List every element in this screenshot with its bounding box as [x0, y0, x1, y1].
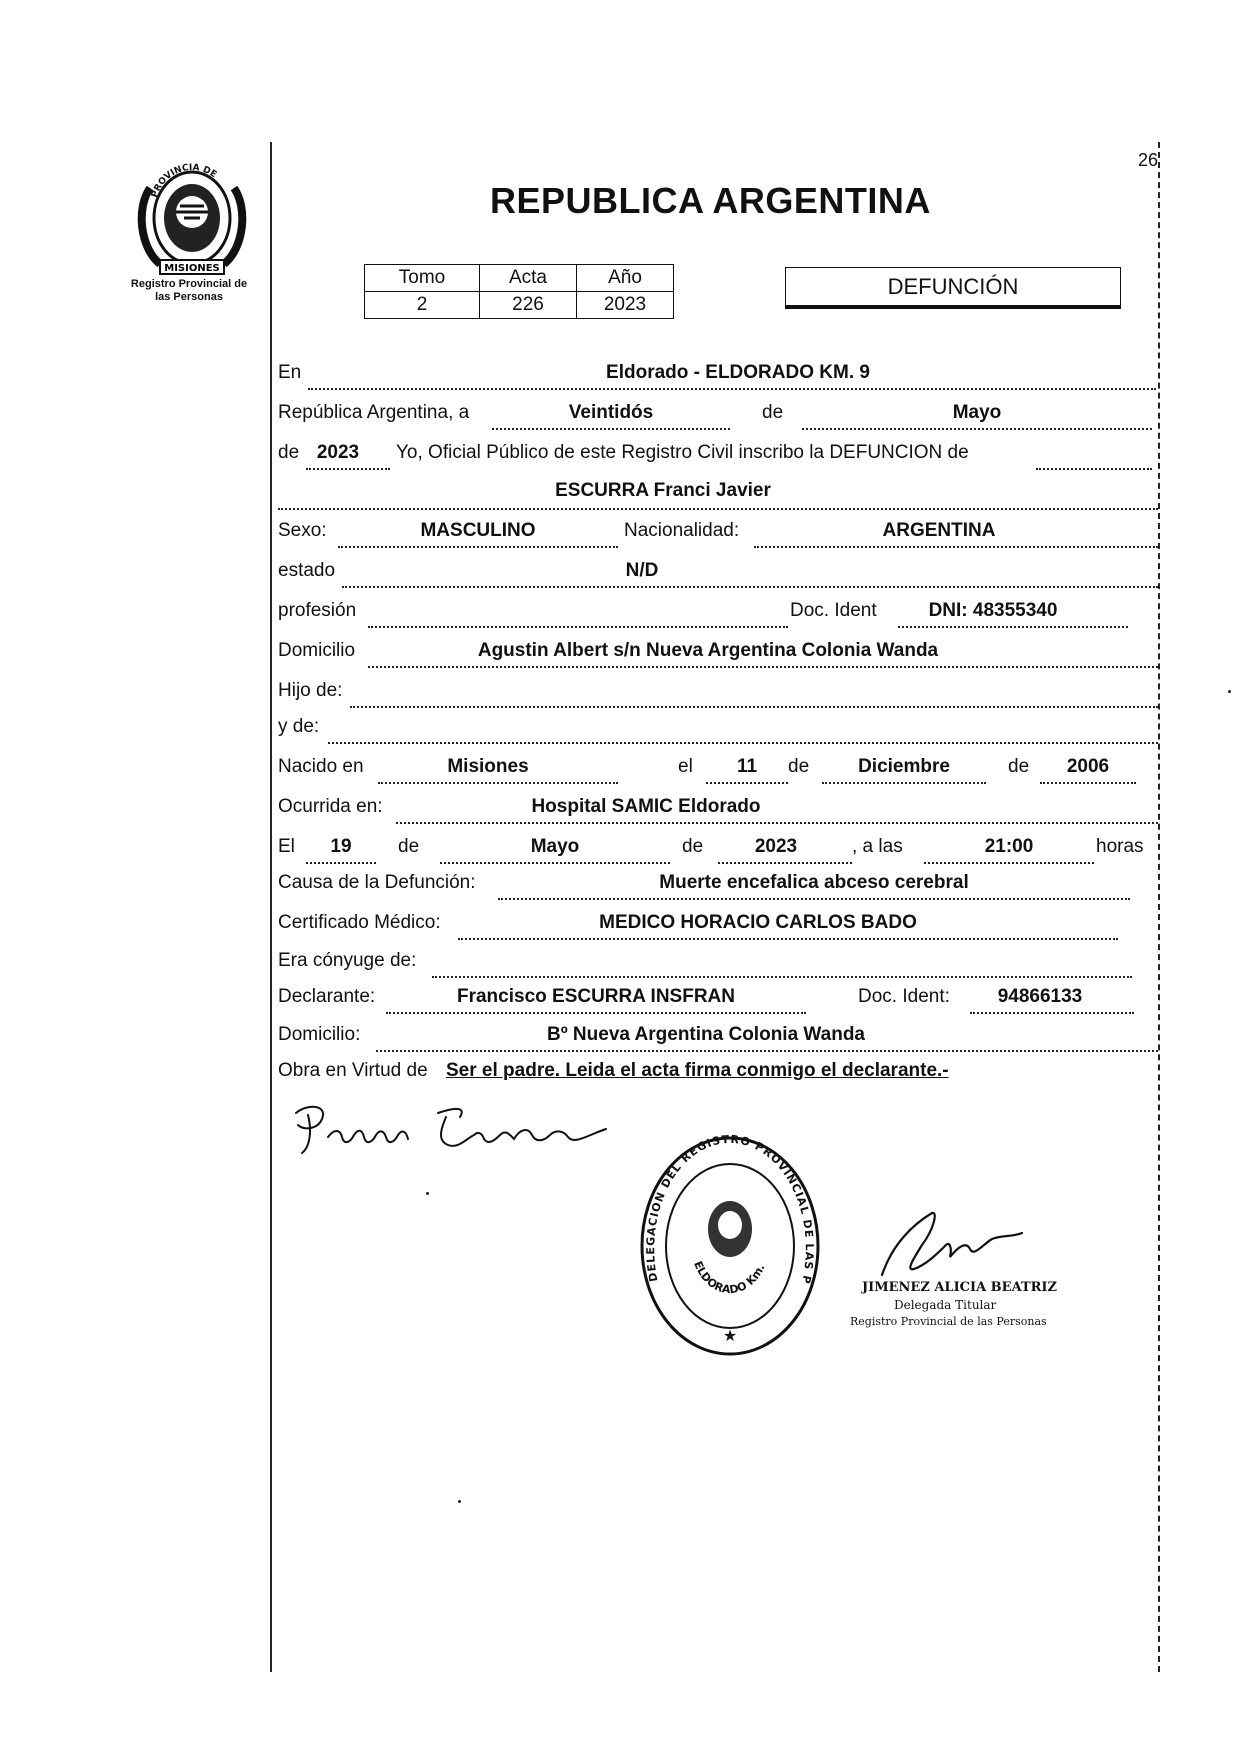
row-deceased-name [278, 480, 1158, 510]
nacido-en-value: Misiones [447, 756, 529, 777]
row-causa: Causa de la Defunción: Muerte encefalica abceso cerebral [278, 872, 1158, 902]
provincial-coat-of-arms-icon [126, 148, 258, 286]
logo-caption: Registro Provincial de las Personas [130, 278, 248, 303]
seal-text-top: PROVINCIA DE [150, 162, 219, 199]
row-death-date: El 19 de Mayo de 2023 , a las 21:00 horas [278, 836, 1158, 866]
day-words-value: Veintidós [568, 402, 654, 423]
row-date: República Argentina, a Veintidós de Mayo [278, 402, 1158, 432]
row-y-de: y de: [278, 716, 1158, 746]
scan-mark [426, 1192, 429, 1195]
row-domicilio-declarante: Domicilio: Bº Nueva Argentina Colonia Wanda [278, 1024, 1158, 1054]
right-margin-line [1158, 142, 1160, 1672]
declarante-value: Francisco ESCURRA INSFRAN [456, 986, 735, 1007]
causa-value: Muerte encefalica abceso cerebral [659, 872, 969, 893]
registry-tomo: 2 [365, 292, 480, 319]
row-birth: Nacido en Misiones el 11 de Diciembre de 2006 [278, 756, 1158, 786]
stamp-star-icon: ★ [722, 1328, 738, 1345]
month-value: Mayo [952, 402, 1002, 423]
registry-header-tomo: Tomo [365, 265, 480, 292]
registry-acta: 226 [480, 292, 577, 319]
official-stamp [638, 1133, 822, 1359]
doc-ident-value: DNI: 48355340 [928, 600, 1058, 621]
row-domicilio: Domicilio Agustin Albert s/n Nueva Argentina Colonia Wanda [278, 640, 1158, 670]
row-certificado: Certificado Médico: MEDICO HORACIO CARLOS BADO [278, 912, 1158, 942]
row-place: En Eldorado - ELDORADO KM. 9 [278, 362, 1158, 392]
official-signature [842, 1205, 1092, 1285]
left-margin-line [270, 142, 272, 1672]
registry-header-acta: Acta [480, 265, 577, 292]
row-hijo-de: Hijo de: [278, 680, 1158, 710]
scan-mark [458, 1500, 461, 1503]
row-officer: de 2023 Yo, Oficial Público de este Registro Civil inscribo la DEFUNCION de [278, 442, 1158, 472]
death-year-value: 2023 [754, 836, 798, 857]
row-conyuge: Era cónyuge de: [278, 950, 1158, 980]
place-value: Eldorado - ELDORADO KM. 9 [606, 362, 870, 383]
official-signature-block [842, 1205, 1092, 1335]
row-estado: estado N/D [278, 560, 1158, 590]
declarante-doc-value: 94866133 [997, 986, 1083, 1007]
record-type-box: DEFUNCIÓN [785, 267, 1121, 309]
row-profession-doc: profesión Doc. Ident DNI: 48355340 [278, 600, 1158, 630]
death-month-value: Mayo [530, 836, 580, 857]
birth-month-value: Diciembre [858, 756, 950, 777]
official-org: Registro Provincial de las Personas [850, 1315, 1047, 1328]
estado-value: N/D [625, 560, 659, 581]
domicilio-declarante-value: Bº Nueva Argentina Colonia Wanda [546, 1024, 865, 1045]
obra-text-value: Ser el padre. Leida el acta firma conmigo el declarante.- [446, 1060, 949, 1081]
page-title: REPUBLICA ARGENTINA [490, 180, 931, 221]
birth-year-value: 2006 [1066, 756, 1110, 777]
ocurrida-en-value: Hospital SAMIC Eldorado [531, 796, 761, 817]
certificado-value: MEDICO HORACIO CARLOS BADO [599, 912, 917, 933]
row-declarante: Declarante: Francisco ESCURRA INSFRAN Doc. Ident: 94866133 [278, 986, 1158, 1016]
death-day-value: 19 [330, 836, 352, 857]
year-value: 2023 [316, 442, 360, 463]
page-number: 26 [1138, 150, 1159, 170]
deceased-name-value: ESCURRA Franci Javier [555, 480, 771, 501]
declarant-signature [288, 1095, 608, 1165]
registry-anio: 2023 [577, 292, 674, 319]
stamp-inner-text: ELDORADO Km. [691, 1259, 768, 1297]
row-obra: Obra en Virtud de Ser el padre. Leida el acta firma conmigo el declarante.- [278, 1060, 949, 1081]
scan-mark [1228, 690, 1231, 693]
domicilio-value: Agustin Albert s/n Nueva Argentina Colonia Wanda [477, 640, 939, 661]
official-role: Delegada Titular [894, 1298, 997, 1312]
stamp-outer-text: DELEGACION DEL REGISTRO PROVINCIAL DE LAS P [644, 1133, 816, 1286]
death-time-value: 21:00 [984, 836, 1034, 857]
registry-header-anio: Año [577, 265, 674, 292]
nacionalidad-value: ARGENTINA [882, 520, 996, 541]
registry-table [364, 264, 674, 319]
official-name: JIMENEZ ALICIA BEATRIZ [862, 1280, 1058, 1295]
row-ocurrida: Ocurrida en: Hospital SAMIC Eldorado [278, 796, 1158, 826]
seal-text-bottom: MISIONES [164, 263, 220, 274]
row-sex-nationality: Sexo: MASCULINO Nacionalidad: ARGENTINA [278, 520, 1158, 550]
sexo-value: MASCULINO [420, 520, 536, 541]
birth-day-value: 11 [736, 756, 758, 777]
